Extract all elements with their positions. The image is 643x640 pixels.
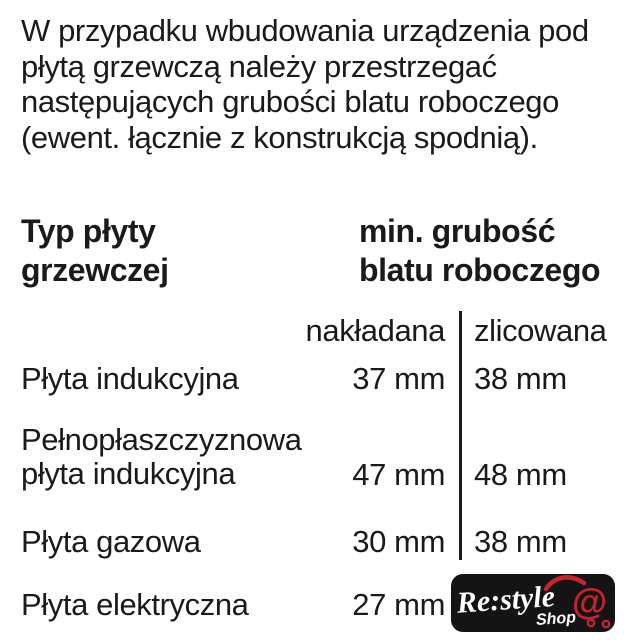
column-header-line: Typ płyty: [21, 213, 156, 249]
at-cart-icon: @: [572, 581, 608, 622]
logo-shop-text: Shop: [535, 609, 577, 630]
row-label: Płyta indukcyjna: [21, 361, 239, 396]
row-label-line: Pełnopłaszczyznowa: [21, 422, 302, 457]
logo-brand-text: Re:style: [455, 579, 557, 620]
row-label: Płyta gazowa: [21, 524, 201, 559]
intro-line: W przypadku wbudowania urządzenia pod: [21, 13, 589, 48]
row-label-line: płyta indukcyjna: [21, 456, 236, 491]
column-header-line: blatu roboczego: [359, 251, 601, 288]
column-divider-line: [459, 311, 462, 560]
column-header-min-thickness: [359, 212, 600, 289]
value-flush: 48 mm: [474, 457, 567, 492]
column-header-line: min. grubość: [359, 213, 556, 249]
column-header-line: grzewczej: [21, 251, 169, 288]
subheader-flush: zlicowana: [474, 313, 607, 348]
row-label: Płyta elektryczna: [21, 587, 249, 622]
column-header-hob-type: [21, 212, 169, 289]
value-flush: 38 mm: [474, 361, 567, 396]
value-overlay: 27 mm: [352, 587, 445, 622]
value-flush: 38 mm: [474, 524, 567, 559]
logo-graphic: [451, 574, 615, 632]
value-overlay: 37 mm: [352, 361, 445, 396]
intro-line: płytą grzewczą należy przestrzegać: [21, 48, 497, 84]
restyle-shop-logo: [451, 574, 615, 632]
cart-wheel-icon: [603, 621, 609, 627]
cart-wheel-icon: [588, 620, 594, 626]
value-overlay: 47 mm: [352, 457, 445, 492]
intro-line: następujących grubości blatu roboczego: [21, 84, 559, 119]
value-overlay: 30 mm: [352, 524, 445, 559]
subheader-overlay: nakładana: [305, 313, 445, 348]
intro-line: (ewent. łącznie z konstrukcją spodnią).: [21, 119, 538, 155]
intro-paragraph: [21, 13, 589, 155]
